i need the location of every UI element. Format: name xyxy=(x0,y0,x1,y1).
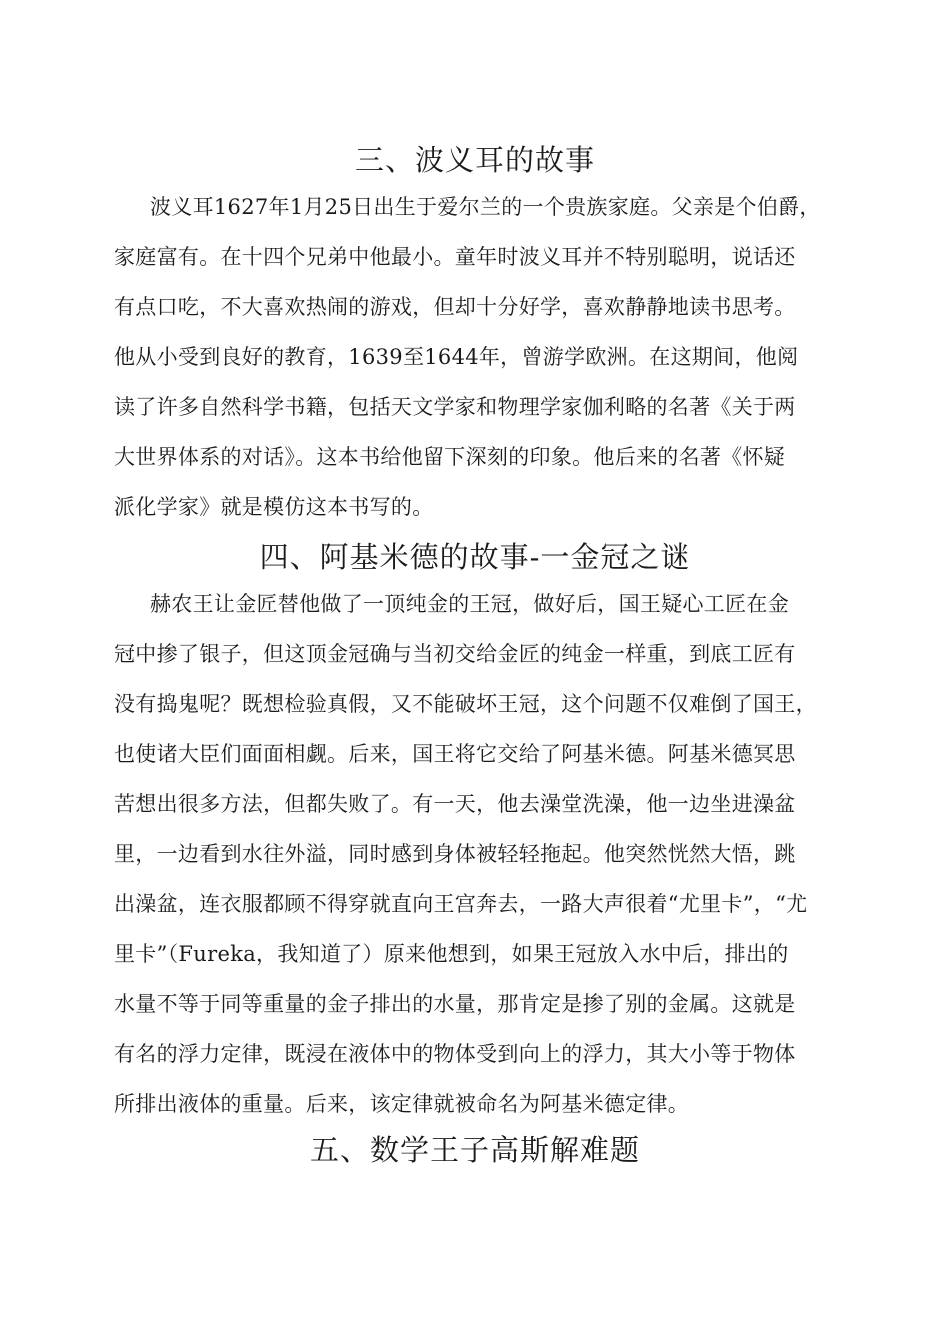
section-4-line-11: 所排出液体的重量。后来，该定律就被命名为阿基米德定律。 xyxy=(114,1092,690,1116)
section-4-line-6: 里，一边看到水往外溢，同时感到身体被轻轻拖起。他突然恍然大悟，跳 xyxy=(114,842,796,866)
section-3-line-4: 他从小受到良好的教育，1639至1644年，曾游学欧洲。在这期间，他阅 xyxy=(114,345,799,369)
section-3-line-6: 大世界体系的对话》。这本书给他留下深刻的印象。他后来的名著《怀疑 xyxy=(114,445,786,469)
section-3-line-1: 波义耳1627年1月25日出生于爱尔兰的一个贵族家庭。父亲是个伯爵， xyxy=(150,195,821,219)
section-4-line-7: 出澡盆，连衣服都顾不得穿就直向王宫奔去，一路大声很着“尤里卡”，“尤 xyxy=(114,892,808,916)
section-4-line-1: 赫农王让金匠替他做了一顶纯金的王冠，做好后，国王疑心工匠在金 xyxy=(150,592,789,616)
section-4-line-3: 没有捣鬼呢？既想检验真假，又不能破坏王冠，这个问题不仅难倒了国王， xyxy=(114,692,817,716)
section-4-title: 四、阿基米德的故事-一金冠之谜 xyxy=(259,540,691,574)
section-4-line-2: 冠中掺了银子，但这顶金冠确与当初交给金匠的纯金一样重，到底工匠有 xyxy=(114,642,796,666)
section-5-title: 五、数学王子高斯解难题 xyxy=(309,1133,640,1167)
section-4-line-4: 也使诸大臣们面面相觑。后来，国王将它交给了阿基米德。阿基米德冥思 xyxy=(114,742,796,766)
section-4-line-9: 水量不等于同等重量的金子排出的水量，那肯定是掺了别的金属。这就是 xyxy=(114,992,796,1016)
section-3-title: 三、波义耳的故事 xyxy=(354,143,595,177)
section-3-line-7: 派化学家》就是模仿这本书写的。 xyxy=(114,495,434,519)
section-4-line-10: 有名的浮力定律，既浸在液体中的物体受到向上的浮力，其大小等于物体 xyxy=(114,1042,796,1066)
section-4-line-8: 里卡”（Fureka，我知道了）原来他想到，如果王冠放入水中后，排出的 xyxy=(114,942,789,966)
section-3-line-3: 有点口吃，不大喜欢热闹的游戏，但却十分好学，喜欢静静地读书思考。 xyxy=(114,295,796,319)
section-3-line-5: 读了许多自然科学书籍，包括天文学家和物理学家伽利略的名著《关于两 xyxy=(114,395,796,419)
section-3-line-2: 家庭富有。在十四个兄弟中他最小。童年时波义耳并不特别聪明，说话还 xyxy=(114,245,796,269)
section-4-line-5: 苦想出很多方法，但都失败了。有一天，他去澡堂洗澡，他一边坐进澡盆 xyxy=(114,792,796,816)
